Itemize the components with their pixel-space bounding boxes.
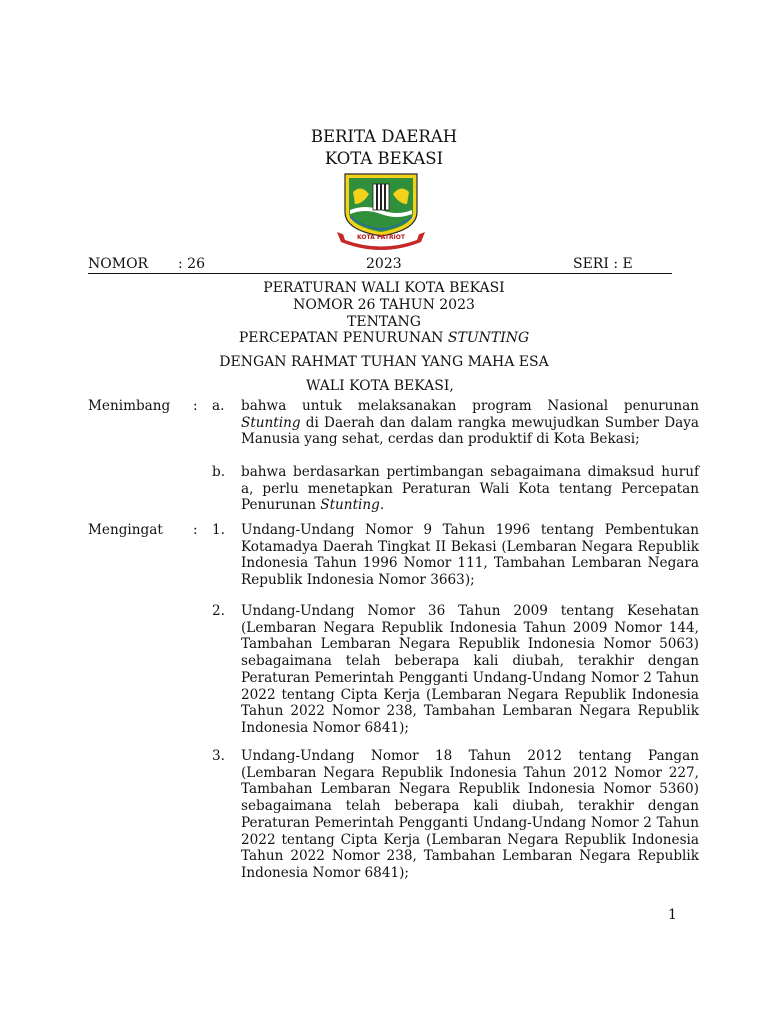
document-subtitle: KOTA BEKASI	[324, 149, 444, 168]
menimbang-marker-a: a.	[212, 398, 225, 414]
mengingat-marker-3: 3.	[212, 748, 225, 764]
menimbang-item-b: bahwa berdasarkan pertimbangan sebagaimana dimaksud huruf a, perlu menetapkan Peraturan Wali Kota tentang Percepatan Penurunan Stunting.	[241, 464, 699, 514]
seri: SERI : E	[573, 256, 633, 272]
menimbang-item-a: bahwa untuk melaksanakan program Nasional penurunan Stunting di Daerah dan dalam rangka mewujudkan Sumber Daya Manusia yang sehat, cerdas dan produktif di Kota Bekasi;	[241, 398, 699, 448]
regulation-tentang: TENTANG	[347, 314, 421, 330]
nomor-label: NOMOR	[88, 256, 149, 272]
document-title: BERITA DAERAH	[310, 127, 458, 146]
regulation-title: PERATURAN WALI KOTA BEKASI	[263, 280, 505, 296]
mengingat-item-2: Undang-Undang Nomor 36 Tahun 2009 tentang Kesehatan (Lembaran Negara Republik Indonesia Tahun 2009 Nomor 144, Tambahan Lembaran Negara Republik Indonesia Nomor 5063) sebagaimana telah beberapa kali diubah, terakhir dengan Peraturan Pemerintah Pengganti Undang-Undang Nomor 2 Tahun 2022 tentang Cipta Kerja (Lembaran Negara Republik Indonesia Tahun 2022 Nomor 238, Tambahan Lembaran Negara Republik Indonesia Nomor 6841);	[241, 603, 699, 736]
page-number: 1	[668, 907, 677, 923]
mengingat-item-1: Undang-Undang Nomor 9 Tahun 1996 tentang Pembentukan Kotamadya Daerah Tingkat II Bekasi (Lembaran Negara Republik Indonesia Tahun 1996 Nomor 111, Tambahan Lembaran Negara Republik Indonesia Nomor 3663);	[241, 522, 699, 589]
rahmat-line: DENGAN RAHMAT TUHAN YANG MAHA ESA	[219, 354, 549, 370]
menimbang-label: Menimbang	[88, 398, 171, 414]
mengingat-marker-2: 2.	[212, 603, 225, 619]
mengingat-item-3: Undang-Undang Nomor 18 Tahun 2012 tentang Pangan (Lembaran Negara Republik Indonesia Tahun 2012 Nomor 227, Tambahan Lembaran Negara Republik Indonesia Nomor 5360) sebagaimana telah beberapa kali diubah, terakhir dengan Peraturan Pemerintah Pengganti Undang-Undang Nomor 2 Tahun 2022 tentang Cipta Kerja (Lembaran Negara Republik Indonesia Tahun 2022 Nomor 238, Tambahan Lembaran Negara Republik Indonesia Nomor 6841);	[241, 748, 699, 881]
emblem-banner-text: KOTA PATRIOT	[356, 234, 405, 241]
mengingat-colon: :	[193, 522, 198, 538]
year: 2023	[366, 256, 402, 272]
nomor-value: : 26	[178, 256, 205, 272]
menimbang-marker-b: b.	[212, 464, 226, 480]
regulation-number: NOMOR 26 TAHUN 2023	[293, 297, 475, 313]
mengingat-marker-1: 1.	[212, 522, 225, 538]
wali-kota-line: WALI KOTA BEKASI,	[306, 378, 454, 394]
regulation-subject: PERCEPATAN PENURUNAN STUNTING	[238, 330, 530, 346]
menimbang-colon: :	[193, 398, 198, 414]
mengingat-label: Mengingat	[88, 522, 163, 538]
header-rule	[88, 273, 672, 274]
